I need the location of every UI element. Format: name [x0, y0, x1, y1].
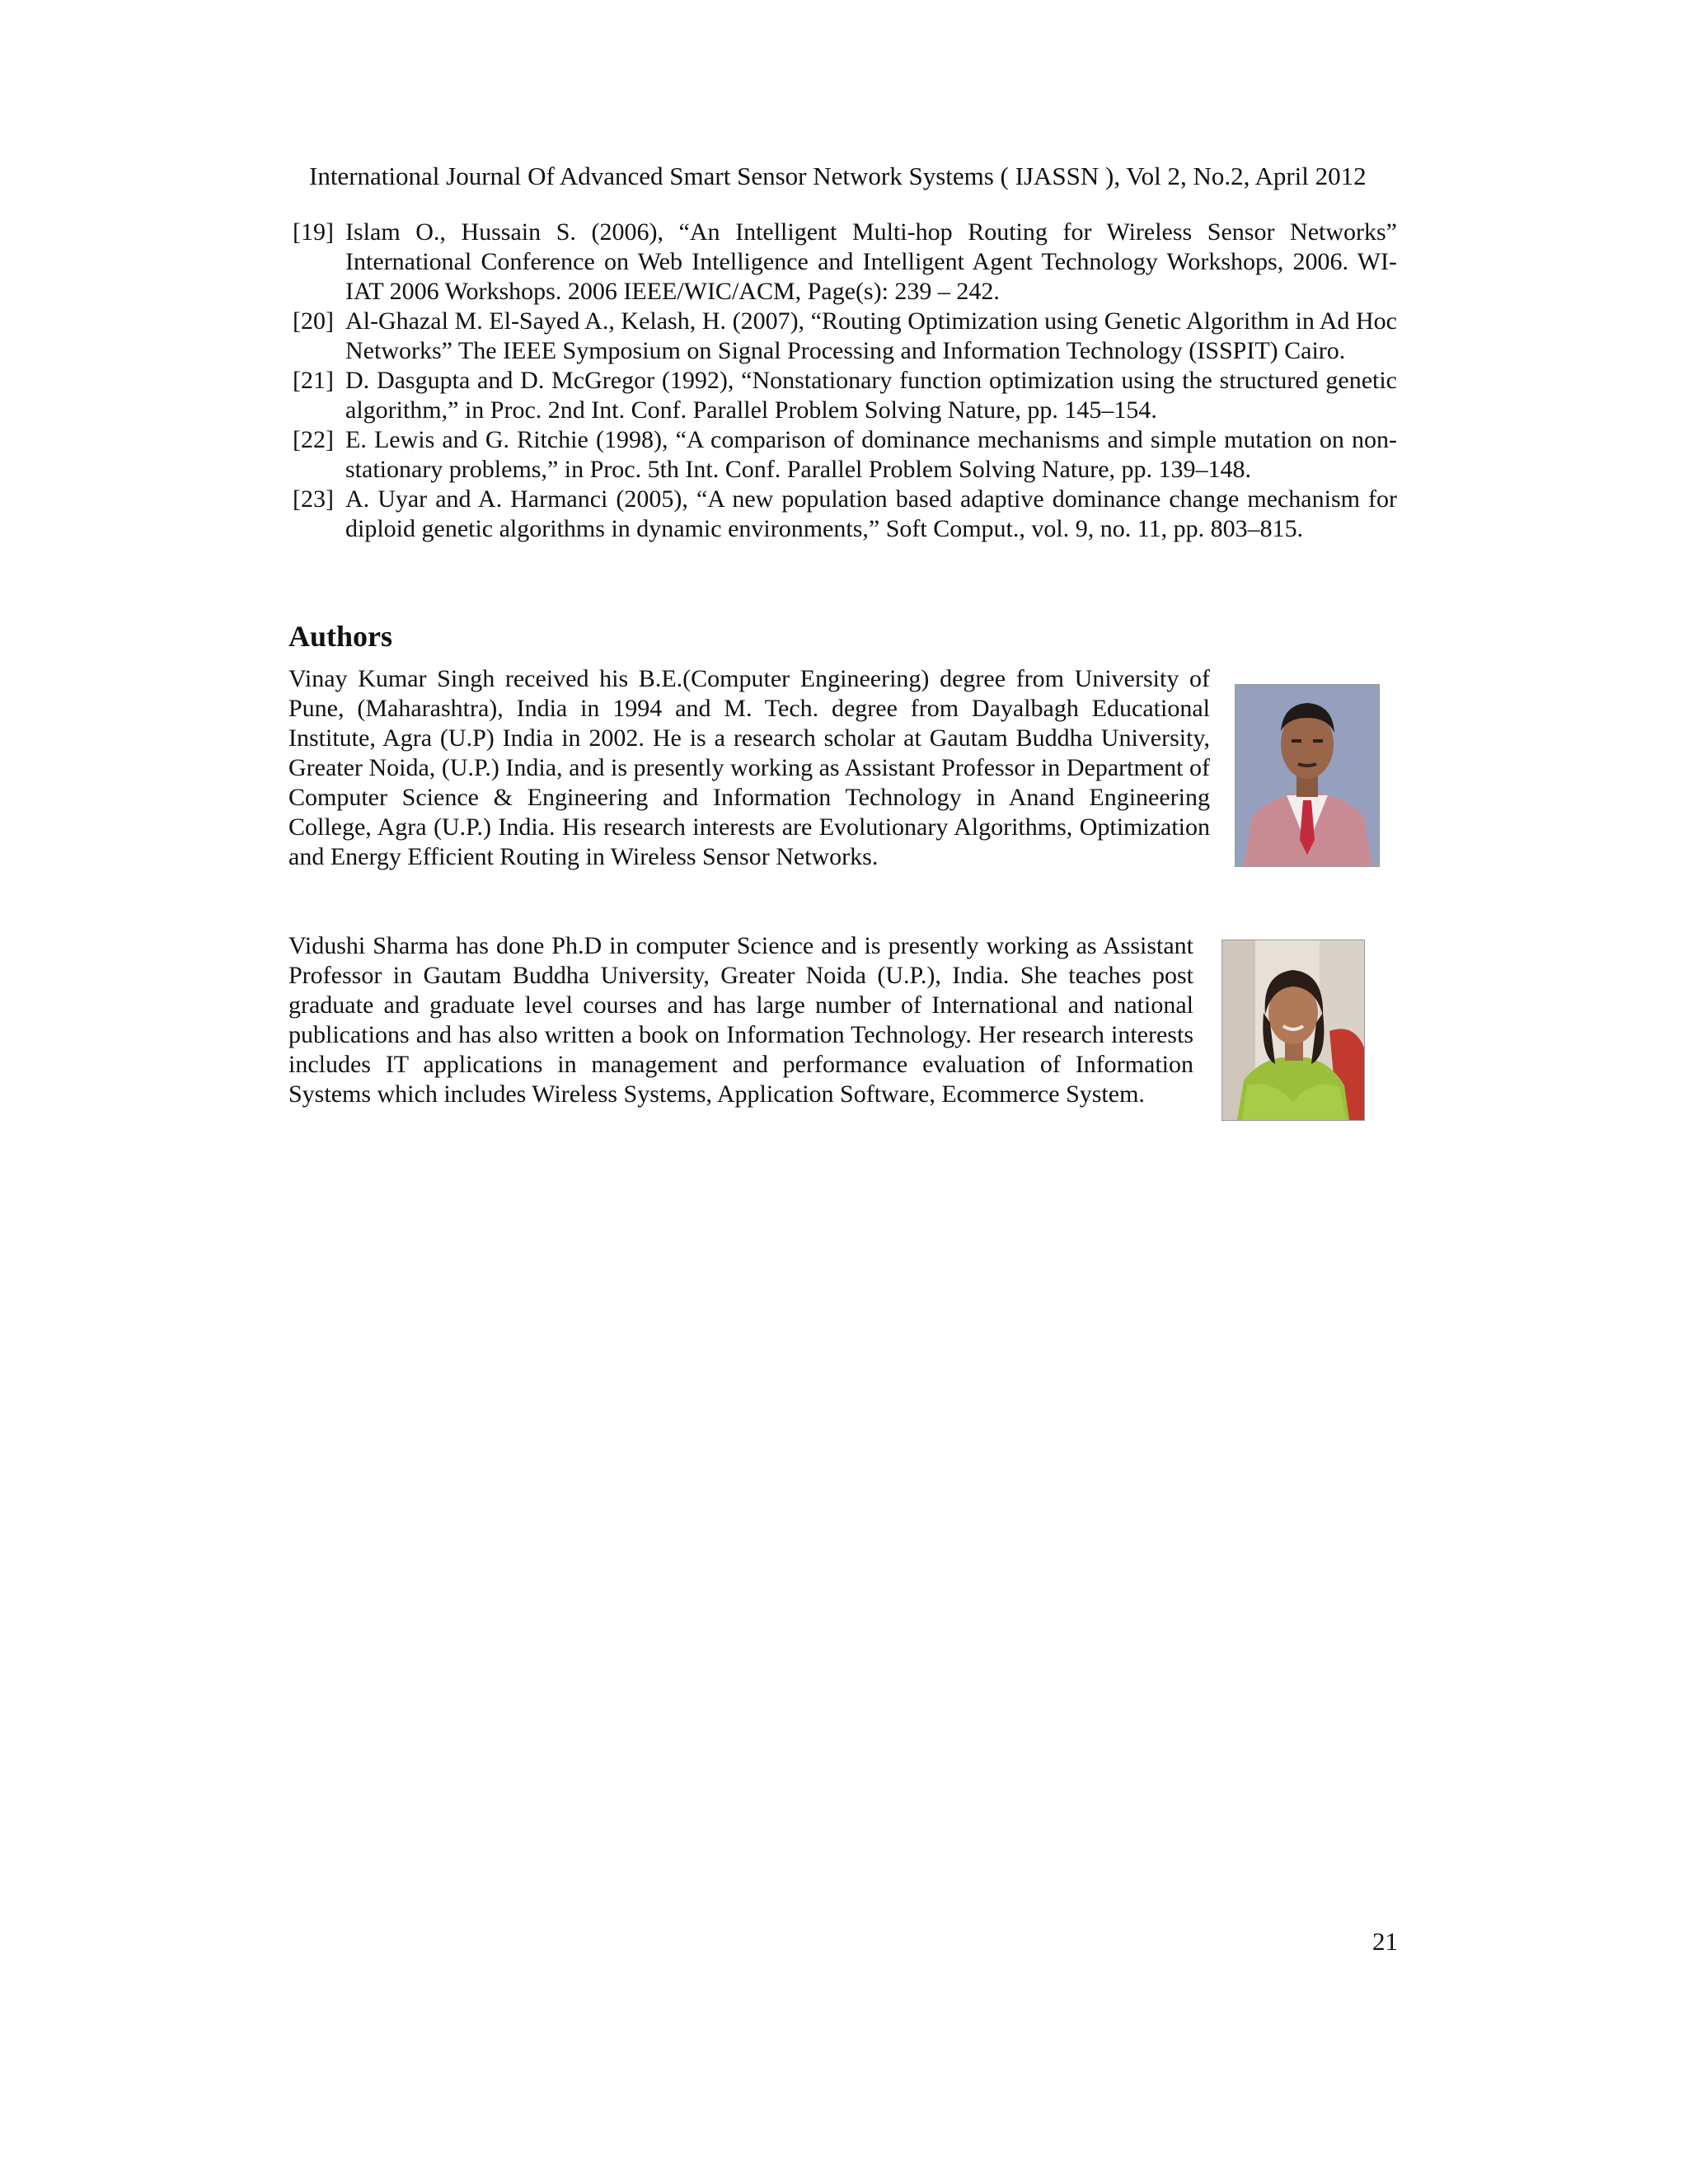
authors-heading: Authors: [288, 620, 393, 653]
reference-number: [22]: [293, 426, 334, 453]
author-photo-vidushi: [1221, 940, 1365, 1121]
author-bio-vinay: Vinay Kumar Singh received his B.E.(Computer Engineering) degree from University of Pune, (Maharashtra), India in 1994 and M. Tech. degree from Dayalbagh Educational Institute, Agra (U.P) India in 2002. He is a research scholar at Gautam Buddha University, Greater Noida, (U.P.) India, and is presently working as Assistant Professor in Department of Computer Science & Engineering and Information Technology in Anand Engineering College, Agra (U.P.) India. His research interests are Evolutionary Algorithms, Optimization and Energy Efficient Routing in Wireless Sensor Networks.: [288, 665, 1210, 870]
reference-item: [293, 485, 1397, 544]
reference-item: [293, 366, 1397, 425]
reference-text: D. Dasgupta and D. McGregor (1992), “Nonstationary function optimization using the structured genetic algorithm,” in Proc. 2nd Int. Conf. Parallel Problem Solving Nature, pp. 145–154.: [345, 367, 1397, 424]
reference-number: [20]: [293, 307, 334, 335]
reference-number: [19]: [293, 218, 334, 246]
author-bio-vidushi: Vidushi Sharma has done Ph.D in computer Science and is presently working as Assistant Professor in Gautam Buddha University, Greater Noida (U.P.), India. She teaches post graduate and graduate level courses and has large number of International and national publications and has also written a book on Information Technology. Her research interests includes IT applications in management and performance evaluation of Information Systems which includes Wireless Systems, Application Software, Ecommerce System.: [288, 932, 1193, 1108]
reference-text: A. Uyar and A. Harmanci (2005), “A new population based adaptive dominance change mechanism for diploid genetic algorithms in dynamic environments,” Soft Comput., vol. 9, no. 11, pp. 803–815.: [345, 485, 1397, 542]
reference-list: [293, 218, 1397, 544]
reference-number: [21]: [293, 367, 334, 394]
reference-item: [293, 307, 1397, 366]
reference-item: [293, 218, 1397, 307]
running-header: International Journal Of Advanced Smart Sensor Network Systems ( IJASSN ), Vol 2, No.2, April 2012: [309, 162, 1367, 190]
page-number: 21: [1372, 1927, 1398, 1956]
reference-text: E. Lewis and G. Ritchie (1998), “A comparison of dominance mechanisms and simple mutation on non-stationary problems,” in Proc. 5th Int. Conf. Parallel Problem Solving Nature, pp. 139–148.: [345, 426, 1397, 483]
reference-item: [293, 425, 1397, 485]
reference-text: Islam O., Hussain S. (2006), “An Intelligent Multi-hop Routing for Wireless Sensor Networks” International Conference on Web Intelligence and Intelligent Agent Technology Workshops, 2006. WI-IAT 2006 Workshops. 2006 IEEE/WIC/ACM, Page(s): 239 – 242.: [345, 218, 1397, 305]
author-photo-vinay: [1235, 684, 1380, 867]
reference-text: Al-Ghazal M. El-Sayed A., Kelash, H. (2007), “Routing Optimization using Genetic Algorithm in Ad Hoc Networks” The IEEE Symposium on Signal Processing and Information Technology (ISSPIT) Cairo.: [345, 307, 1397, 364]
reference-number: [23]: [293, 485, 334, 513]
